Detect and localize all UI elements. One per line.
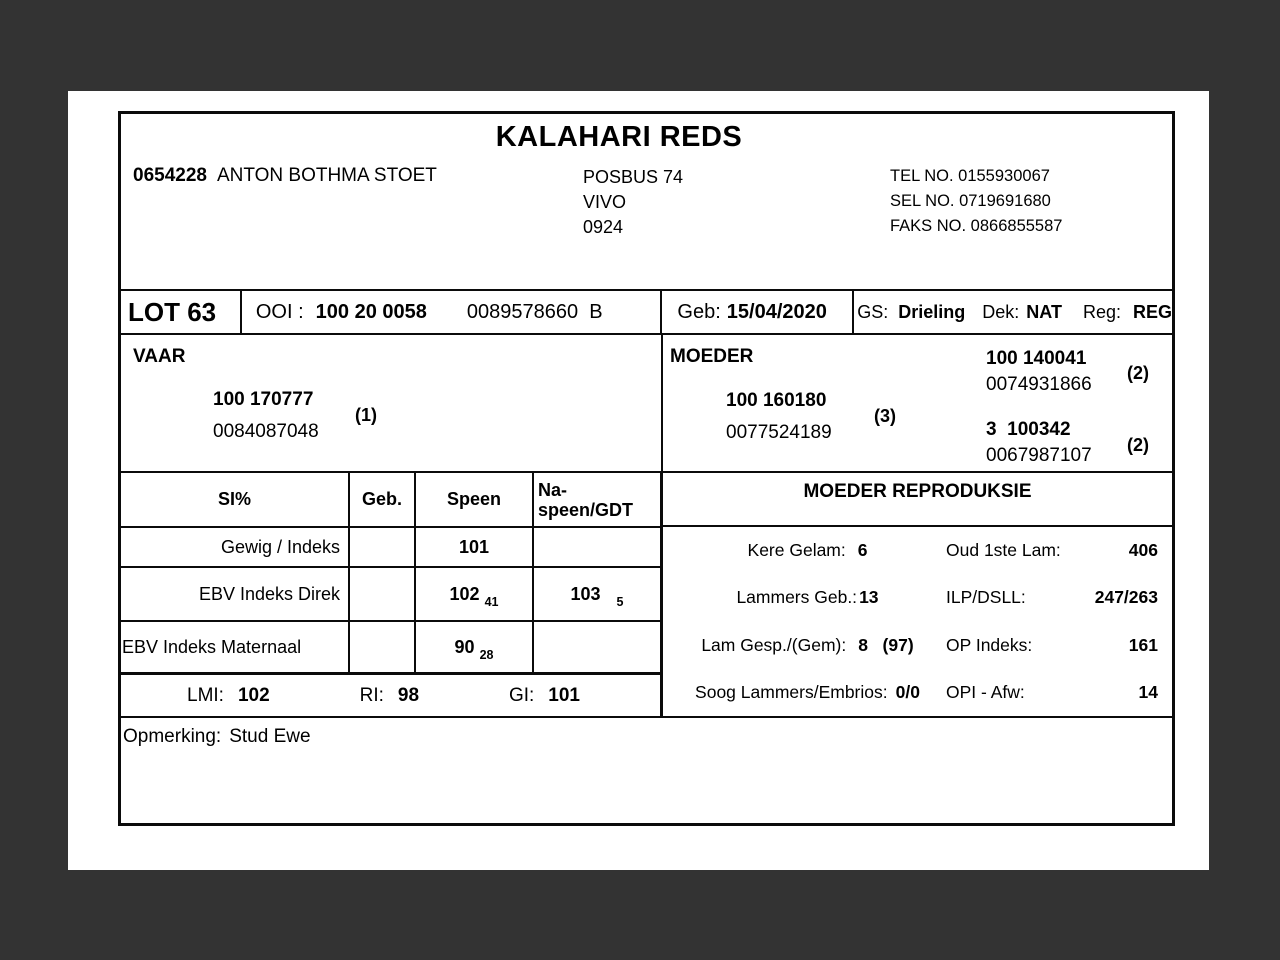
ooi-label: OOI : — [255, 300, 304, 323]
lammers-geb-value: 13 — [859, 587, 879, 608]
gewig-speen-cell: 101 — [416, 528, 534, 566]
dam-ids — [726, 385, 832, 449]
geb-header: Geb. — [350, 473, 416, 526]
birth-date-value: 15/04/2020 — [726, 300, 827, 323]
soog-lammers-label: Soog Lammers/Embrios: — [695, 681, 888, 702]
ri-value: 98 — [397, 684, 420, 706]
postal-address — [583, 165, 683, 240]
naspeen-header-line1: Na- — [538, 479, 568, 500]
ilp-dsll-value: 247/263 — [1094, 587, 1158, 608]
reproduction-row — [663, 669, 1172, 716]
row-label-ebv-maternaal: EBV Indeks Maternaal — [121, 622, 350, 672]
row-label-gewig-indeks: Gewig / Indeks — [121, 528, 350, 566]
table-row — [121, 528, 660, 568]
si-column — [121, 473, 663, 716]
fax-number-line: FAKS NO. 0866855587 — [890, 217, 1063, 235]
breeder-number: 0654228 — [133, 165, 207, 186]
remarks-section — [121, 718, 1172, 823]
row-label-ebv-direk: EBV Indeks Direk — [121, 568, 350, 620]
granddam-top-ids — [986, 346, 1092, 398]
sire-label: VAAR — [133, 346, 186, 367]
pedigree-section — [121, 335, 1172, 473]
performance-section — [121, 473, 1172, 718]
gi-pair — [509, 685, 580, 707]
dam-id: 100 160180 — [726, 390, 827, 411]
dam-label: MOEDER — [670, 346, 754, 367]
naspeen-header — [534, 473, 660, 526]
accuracy-subscript: 41 — [484, 595, 499, 609]
granddam-top-generation-marker: (2) — [1127, 363, 1149, 383]
gi-label: GI: — [508, 684, 535, 706]
lmi-label: LMI: — [187, 684, 224, 706]
si-table — [121, 473, 660, 675]
ooi-registration-id: 0089578660 B — [466, 300, 603, 323]
birth-date-label: Geb: — [677, 300, 721, 323]
table-row — [121, 622, 660, 672]
dam-panel — [663, 335, 1172, 471]
ebv-direk-naspeen-cell: 103 5 — [570, 583, 624, 609]
ooi-id: 100 20 0058 — [315, 300, 427, 323]
si-table-header-row — [121, 473, 660, 528]
lot-card — [118, 111, 1175, 826]
reproduction-row — [663, 574, 1172, 621]
address-line: POSBUS 74 — [583, 167, 684, 187]
lam-gesp-value: 8 (97) — [858, 634, 914, 655]
dam-generation-marker: (3) — [874, 406, 896, 426]
gs-value: Drieling — [898, 301, 966, 322]
breeder-name: ANTON BOTHMA STOET — [216, 165, 437, 186]
kere-gelam-value: 6 — [857, 540, 868, 561]
ebv-maternaal-geb-cell — [350, 622, 416, 672]
granddam-bottom-registration-number: 0067987107 — [986, 445, 1092, 466]
ri-pair — [360, 685, 419, 707]
sire-id: 100 170777 — [213, 389, 314, 410]
si-header: SI% — [121, 473, 350, 526]
op-indeks-value: 161 — [1128, 634, 1158, 655]
ilp-dsll-label: ILP/DSLL: — [946, 587, 1026, 608]
birth-date-cell — [662, 291, 854, 333]
gewig-geb-cell — [350, 528, 416, 566]
granddam-top-registration-number: 0074931866 — [986, 374, 1092, 395]
gewig-naspeen-cell — [534, 528, 660, 566]
ebv-direk-speen-cell: 102 41 — [416, 568, 534, 620]
table-row — [121, 568, 660, 622]
ebv-direk-geb-cell — [350, 568, 416, 620]
accuracy-subscript: 5 — [616, 595, 624, 609]
granddam-bottom-generation-marker: (2) — [1127, 435, 1149, 455]
accuracy-subscript: 28 — [479, 648, 494, 662]
address-line: 0924 — [583, 217, 624, 237]
oud-1ste-lam-value: 406 — [1128, 540, 1158, 561]
reproduction-row — [663, 622, 1172, 669]
gi-value: 101 — [548, 684, 580, 706]
opi-afw-label: OPI - Afw: — [946, 681, 1025, 702]
catalog-page — [68, 91, 1209, 870]
op-indeks-label: OP Indeks: — [946, 634, 1033, 655]
index-summary-row — [121, 675, 660, 716]
gs-label: GS: — [857, 301, 889, 322]
reproduction-panel — [663, 473, 1172, 716]
lmi-pair — [187, 685, 270, 707]
sire-panel — [121, 335, 663, 471]
ebv-maternaal-naspeen-cell — [534, 622, 660, 672]
sire-generation-marker: (1) — [355, 405, 377, 425]
birth-status-cell — [854, 291, 1172, 333]
lot-number: LOT 63 — [121, 291, 242, 333]
dek-label: Dek: — [982, 301, 1020, 322]
granddam-top-id: 100 140041 — [986, 348, 1087, 369]
sire-ids — [213, 384, 319, 448]
reproduction-row — [663, 527, 1172, 574]
soog-lammers-value: 0/0 — [895, 681, 920, 702]
lammers-geb-label: Lammers Geb.: — [736, 587, 858, 608]
oud-1ste-lam-label: Oud 1ste Lam: — [946, 540, 1061, 561]
lmi-value: 102 — [237, 684, 270, 706]
breeder-line — [133, 165, 437, 187]
dam-registration-number: 0077524189 — [726, 422, 832, 443]
granddam-bottom-id: 3 100342 — [986, 419, 1071, 440]
lam-gesp-label: Lam Gesp./(Gem): — [701, 634, 847, 655]
ebv-maternaal-speen-cell: 90 28 — [416, 622, 534, 672]
lot-identification-row — [121, 291, 1172, 335]
contact-numbers — [890, 164, 1062, 239]
ri-label: RI: — [359, 684, 384, 706]
speen-header: Speen — [416, 473, 534, 526]
kere-gelam-label: Kere Gelam: — [747, 540, 846, 561]
remarks-label: Opmerking: — [123, 726, 222, 747]
naspeen-header-line2: speen/GDT — [538, 499, 634, 520]
remarks-value: Stud Ewe — [229, 726, 311, 747]
stud-title: KALAHARI REDS — [495, 121, 743, 153]
reproduction-rows — [663, 527, 1172, 716]
sire-registration-number: 0084087048 — [213, 421, 319, 442]
cell-number-line: SEL NO. 0719691680 — [890, 192, 1051, 210]
reg-value: REG — [1132, 301, 1172, 322]
reproduction-title: MOEDER REPRODUKSIE — [663, 473, 1172, 527]
card-header — [121, 114, 1172, 291]
reg-label: Reg: — [1082, 301, 1121, 322]
dek-value: NAT — [1026, 301, 1062, 322]
opi-afw-value: 14 — [1138, 681, 1158, 702]
ewe-id-cell — [242, 291, 663, 333]
tel-number-line: TEL NO. 0155930067 — [890, 167, 1050, 185]
granddam-bottom-ids — [986, 417, 1092, 469]
address-line: VIVO — [583, 192, 627, 212]
